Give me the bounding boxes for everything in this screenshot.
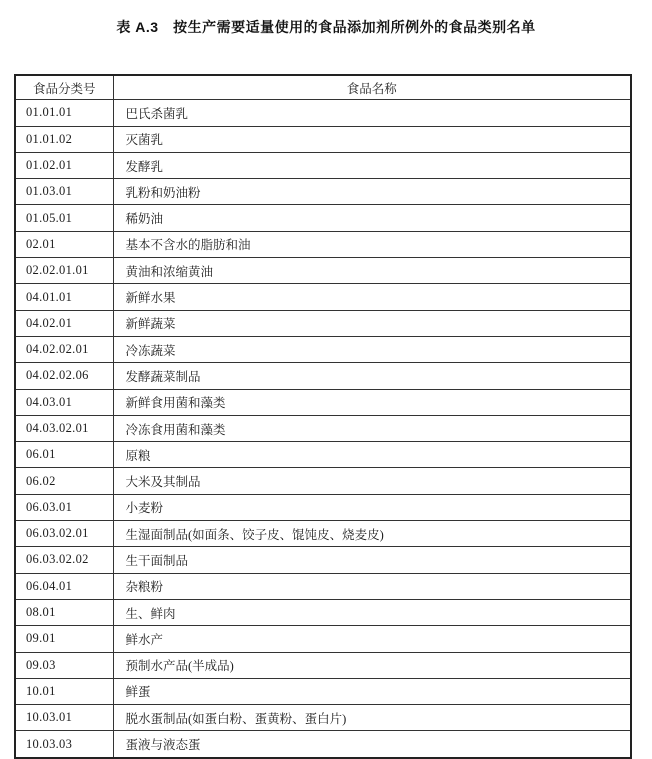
food-name-cell: 鲜水产 — [113, 626, 631, 652]
food-code-cell: 10.01 — [15, 678, 113, 704]
table-row — [15, 626, 631, 652]
table-row — [15, 389, 631, 415]
food-code-cell: 06.03.02.02 — [15, 547, 113, 573]
table-row — [15, 179, 631, 205]
food-name-cell: 新鲜蔬菜 — [113, 310, 631, 336]
table-row — [15, 205, 631, 231]
table-row — [15, 494, 631, 520]
food-name-cell: 生、鲜肉 — [113, 599, 631, 625]
food-name-cell: 新鲜水果 — [113, 284, 631, 310]
table-row — [15, 310, 631, 336]
food-code-cell: 04.01.01 — [15, 284, 113, 310]
food-code-cell: 01.03.01 — [15, 179, 113, 205]
table-row — [15, 705, 631, 731]
food-name-cell: 新鲜食用菌和藻类 — [113, 389, 631, 415]
document-page — [0, 17, 652, 753]
food-name-cell: 脱水蛋制品(如蛋白粉、蛋黄粉、蛋白片) — [113, 705, 631, 731]
table-title: 表 A.3 按生产需要适量使用的食品添加剂所例外的食品类别名单 — [116, 19, 536, 35]
table-row — [15, 126, 631, 152]
food-name-cell: 杂粮粉 — [113, 573, 631, 599]
food-code-cell: 10.03.03 — [15, 731, 113, 758]
food-code-cell: 06.02 — [15, 468, 113, 494]
food-name-cell: 冷冻蔬菜 — [113, 336, 631, 362]
food-code-cell: 04.02.01 — [15, 310, 113, 336]
table-row — [15, 231, 631, 257]
food-code-cell: 06.03.01 — [15, 494, 113, 520]
food-name-cell: 稀奶油 — [113, 205, 631, 231]
food-name-cell: 巴氏杀菌乳 — [113, 100, 631, 126]
table-row — [15, 442, 631, 468]
food-name-cell: 发酵乳 — [113, 152, 631, 178]
table-row — [15, 573, 631, 599]
table-row — [15, 284, 631, 310]
food-code-cell: 01.01.01 — [15, 100, 113, 126]
table-row — [15, 547, 631, 573]
food-code-cell: 06.04.01 — [15, 573, 113, 599]
food-name-cell: 蛋液与液态蛋 — [113, 731, 631, 758]
food-code-cell: 02.01 — [15, 231, 113, 257]
table-row — [15, 599, 631, 625]
food-code-cell: 01.05.01 — [15, 205, 113, 231]
table-row — [15, 678, 631, 704]
table-row — [15, 258, 631, 284]
food-name-cell: 黄油和浓缩黄油 — [113, 258, 631, 284]
food-code-cell: 04.02.02.01 — [15, 336, 113, 362]
table-row — [15, 363, 631, 389]
table-row — [15, 152, 631, 178]
food-name-cell: 灭菌乳 — [113, 126, 631, 152]
food-code-cell: 06.01 — [15, 442, 113, 468]
table-row — [15, 468, 631, 494]
food-code-cell: 04.03.02.01 — [15, 415, 113, 441]
food-code-cell: 04.03.01 — [15, 389, 113, 415]
table-row — [15, 731, 631, 758]
food-code-cell: 06.03.02.01 — [15, 521, 113, 547]
food-name-cell: 原粮 — [113, 442, 631, 468]
food-name-cell: 冷冻食用菌和藻类 — [113, 415, 631, 441]
food-name-cell: 基本不含水的脂肪和油 — [113, 231, 631, 257]
food-name-cell: 乳粉和奶油粉 — [113, 179, 631, 205]
food-name-cell: 发酵蔬菜制品 — [113, 363, 631, 389]
food-code-cell: 09.03 — [15, 652, 113, 678]
table-row — [15, 100, 631, 126]
food-category-table — [14, 74, 632, 759]
food-code-cell: 08.01 — [15, 599, 113, 625]
food-code-cell: 10.03.01 — [15, 705, 113, 731]
food-name-cell: 大米及其制品 — [113, 468, 631, 494]
food-name-cell: 小麦粉 — [113, 494, 631, 520]
food-code-cell: 01.01.02 — [15, 126, 113, 152]
column-header-name: 食品名称 — [113, 75, 631, 100]
food-code-cell: 04.02.02.06 — [15, 363, 113, 389]
table-row — [15, 336, 631, 362]
food-code-cell: 02.02.01.01 — [15, 258, 113, 284]
table-row — [15, 415, 631, 441]
food-name-cell: 生干面制品 — [113, 547, 631, 573]
food-code-cell: 09.01 — [15, 626, 113, 652]
food-name-cell: 鲜蛋 — [113, 678, 631, 704]
table-row — [15, 652, 631, 678]
food-name-cell: 预制水产品(半成品) — [113, 652, 631, 678]
food-name-cell: 生湿面制品(如面条、饺子皮、馄饨皮、烧麦皮) — [113, 521, 631, 547]
column-header-code: 食品分类号 — [15, 75, 113, 100]
header-row — [15, 75, 631, 100]
table-row — [15, 521, 631, 547]
table-body — [15, 100, 631, 758]
food-code-cell: 01.02.01 — [15, 152, 113, 178]
